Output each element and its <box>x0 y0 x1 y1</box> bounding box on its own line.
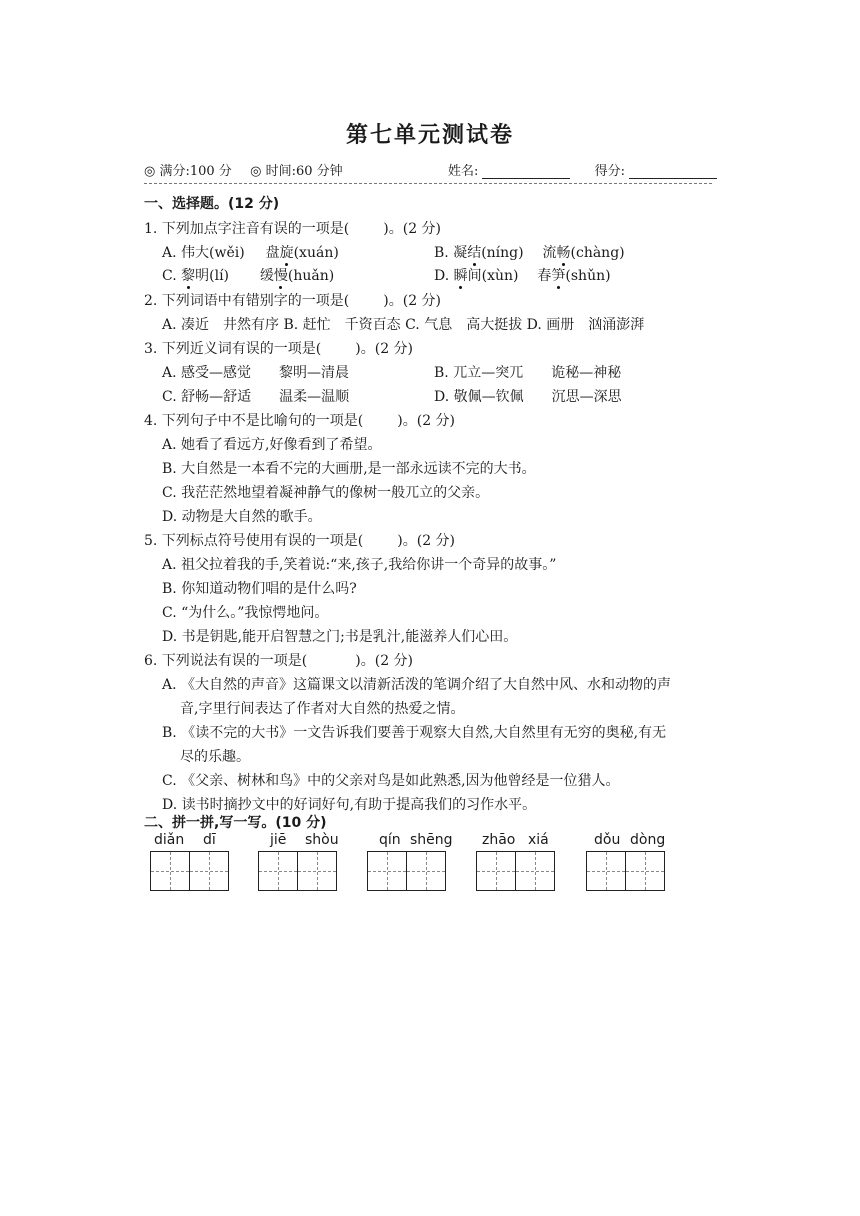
pinyin-label: xiá <box>528 832 549 848</box>
pinyin-label: shēng <box>410 832 453 848</box>
q3-option-b: B. 兀立—突兀 诡秘—神秘 <box>434 365 622 381</box>
question-1-score: )。(2 分) <box>383 221 442 237</box>
name-field[interactable] <box>482 164 570 179</box>
question-2-stem: 2. 下列词语中有错别字的一项是( <box>144 293 350 309</box>
writing-cell[interactable] <box>258 851 298 891</box>
writing-grid <box>150 851 229 891</box>
q5-option-b: B. 你知道动物们唱的是什么吗? <box>162 581 357 597</box>
q5-option-c: C. “为什么。”我惊愕地问。 <box>162 605 329 621</box>
writing-cell[interactable] <box>406 851 446 891</box>
q3-option-a: A. 感受—感觉 黎明—清晨 <box>162 365 350 381</box>
q6-option-b-line1: B. 《读不完的大书》一文告诉我们要善于观察大自然,大自然里有无穷的奥秘,有无 <box>162 725 667 741</box>
question-1 <box>144 218 724 238</box>
question-3 <box>144 338 724 358</box>
writing-cell[interactable] <box>150 851 190 891</box>
name-label: 姓名: <box>448 164 479 179</box>
question-2 <box>144 290 724 310</box>
writing-cell[interactable] <box>625 851 665 891</box>
q4-option-c: C. 我茫茫然地望着凝神静气的像树一般兀立的父亲。 <box>162 485 490 501</box>
q5-option-a: A. 祖父拉着我的手,笑着说:“来,孩子,我给你讲一个奇异的故事。” <box>162 557 557 573</box>
q5-option-d: D. 书是钥匙,能开启智慧之门;书是乳汁,能滋养人们心田。 <box>162 629 518 645</box>
writing-grid <box>476 851 555 891</box>
writing-grid <box>367 851 446 891</box>
writing-cell[interactable] <box>189 851 229 891</box>
writing-cell[interactable] <box>297 851 337 891</box>
full-score: ◎ 满分:100 分 <box>144 164 232 179</box>
question-2-score: )。(2 分) <box>383 293 442 309</box>
section-heading-pinyin: 二、拼一拼,写一写。(10 分) <box>144 815 327 831</box>
student-info <box>448 160 717 179</box>
question-6-stem: 6. 下列说法有误的一项是( <box>144 653 308 669</box>
q1-option-d: D. 瞬间(xùn) 春笋(shǔn) <box>434 268 611 284</box>
question-6 <box>144 650 724 670</box>
pinyin-label: diǎn <box>154 832 185 848</box>
time-limit: ◎ 时间:60 分钟 <box>250 164 343 179</box>
writing-cell[interactable] <box>476 851 516 891</box>
question-3-score: )。(2 分) <box>355 341 414 357</box>
writing-cell[interactable] <box>367 851 407 891</box>
pinyin-label: dòng <box>630 832 666 848</box>
writing-cell[interactable] <box>586 851 626 891</box>
pinyin-label: shòu <box>305 832 339 848</box>
question-5-score: )。(2 分) <box>397 533 456 549</box>
question-3-stem: 3. 下列近义词有误的一项是( <box>144 341 322 357</box>
writing-grid <box>258 851 337 891</box>
score-field[interactable] <box>629 164 717 179</box>
score-label: 得分: <box>594 164 626 179</box>
q6-option-a-line1: A. 《大自然的声音》这篇课文以清新活泼的笔调介绍了大自然中风、水和动物的声 <box>162 677 672 693</box>
pinyin-label: qín <box>379 832 401 848</box>
question-5 <box>144 530 724 550</box>
header-divider <box>144 183 712 184</box>
q1-option-b: B. 凝结(níng) 流畅(chàng) <box>434 245 625 261</box>
q6-option-b-line2: 尽的乐趣。 <box>180 749 250 765</box>
q3-option-c: C. 舒畅—舒适 温柔—温顺 <box>162 389 350 405</box>
question-4-score: )。(2 分) <box>397 413 456 429</box>
exam-info <box>144 160 343 179</box>
q4-option-b: B. 大自然是一本看不完的大画册,是一部永远读不完的大书。 <box>162 461 536 477</box>
writing-cell[interactable] <box>515 851 555 891</box>
question-4 <box>144 410 724 430</box>
section-heading-choice: 一、选择题。(12 分) <box>144 196 280 212</box>
question-1-stem: 1. 下列加点字注音有误的一项是( <box>144 221 350 237</box>
question-6-score: )。(2 分) <box>355 653 414 669</box>
page-title: 第七单元测试卷 <box>345 123 514 148</box>
q6-option-a-line2: 音,字里行间表达了作者对大自然的热爱之情。 <box>180 701 465 717</box>
q6-option-d: D. 读书时摘抄文中的好词好句,有助于提高我们的习作水平。 <box>162 797 537 813</box>
q3-option-d: D. 敬佩—钦佩 沉思—深思 <box>434 389 622 405</box>
q2-options: A. 凑近 井然有序 B. 赶忙 千资百态 C. 气息 高大挺拔 D. 画册 汹涌澎湃 <box>162 317 645 333</box>
q4-option-d: D. 动物是大自然的歌手。 <box>162 509 322 525</box>
q1-option-c: C. 黎明(lí) 缓慢(huǎn) <box>162 268 335 284</box>
question-5-stem: 5. 下列标点符号使用有误的一项是( <box>144 533 364 549</box>
pinyin-label: jiē <box>270 832 287 848</box>
pinyin-label: dī <box>203 832 216 848</box>
q6-option-c: C. 《父亲、树林和鸟》中的父亲对鸟是如此熟悉,因为他曾经是一位猎人。 <box>162 773 620 789</box>
q1-option-a: A. 伟大(wěi) 盘旋(xuán) <box>162 245 339 261</box>
q4-option-a: A. 她看了看远方,好像看到了希望。 <box>162 437 382 453</box>
pinyin-label: dǒu <box>594 832 621 848</box>
writing-grid <box>586 851 665 891</box>
question-4-stem: 4. 下列句子中不是比喻句的一项是( <box>144 413 364 429</box>
pinyin-label: zhāo <box>482 832 516 848</box>
